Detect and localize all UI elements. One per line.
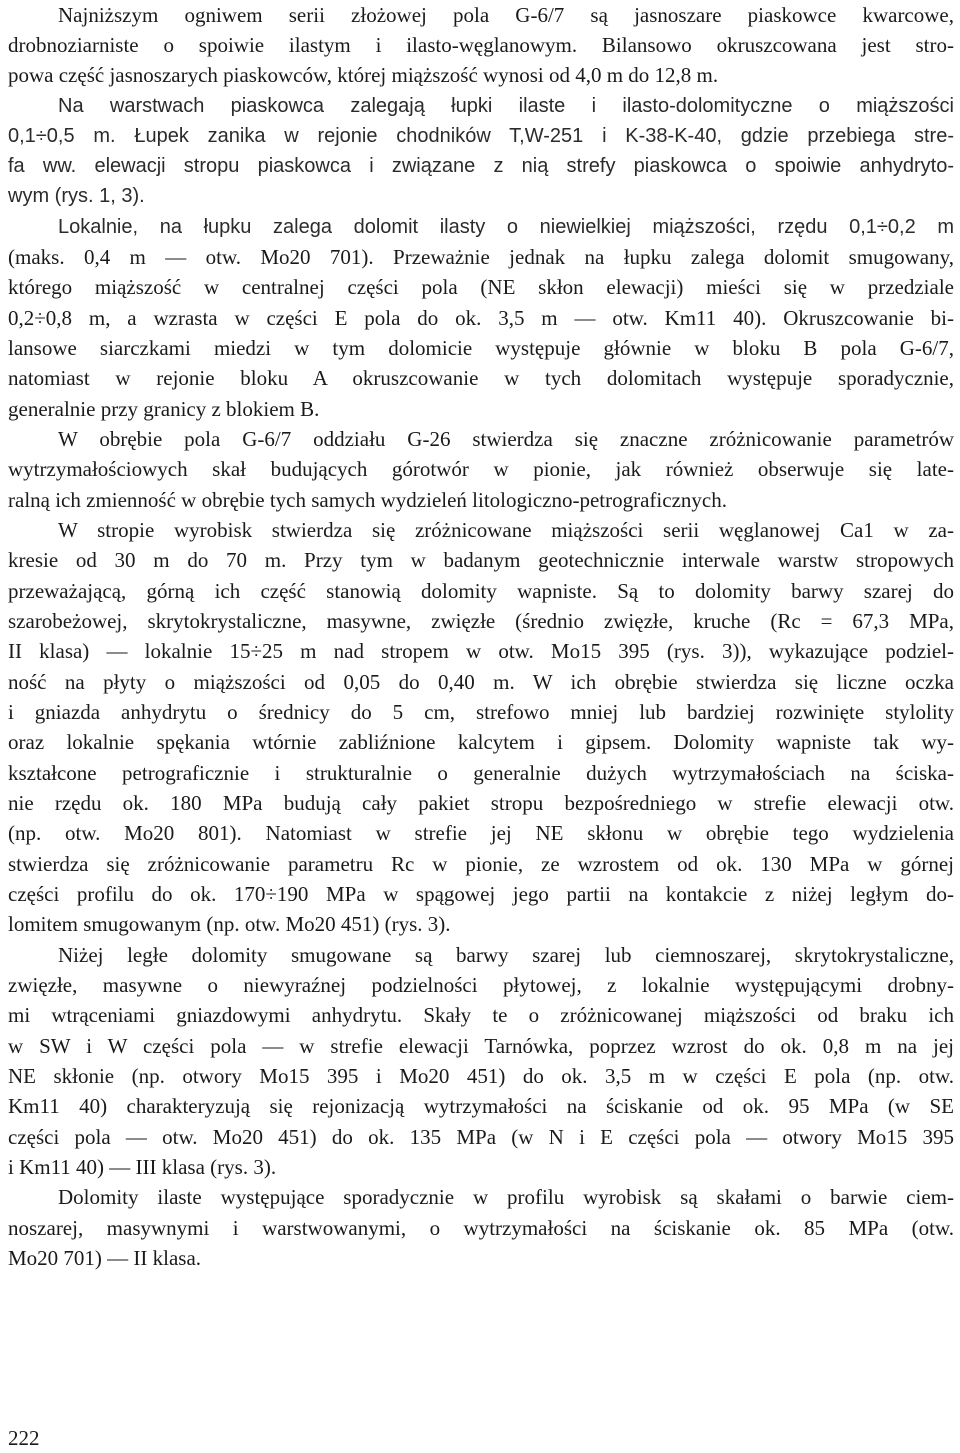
text-line: i Km11 40) — III klasa (rys. 3). <box>8 1155 277 1179</box>
text-line: kształcone petrograficznie i strukturalnie o generalnie dużych wytrzymałościach na ściska- <box>8 761 954 785</box>
text-line: (np. otw. Mo20 801). Natomiast w strefie jej NE skłonu w obrębie tego wydzielenia <box>8 821 954 845</box>
text-line: Najniższym ogniwem serii złożowej pola G-6/7 są jasnoszare piaskowce kwarcowe, <box>58 3 954 27</box>
text-line: zwięzłe, masywne o niewyraźnej podzielności płytowej, z lokalnie występującymi drobny- <box>8 973 954 997</box>
text-line: wym (rys. 1, 3). <box>8 185 145 207</box>
text-line: W obrębie pola G-6/7 oddziału G-26 stwierdza się znaczne zróżnicowanie parametrów <box>58 427 954 451</box>
text-line: przeważającą, górną ich część stanowią dolomity wapniste. Są to dolomity barwy szarej do <box>8 579 954 603</box>
text-line: Lokalnie, na łupku zalega dolomit ilasty o niewielkiej miąższości, rzędu 0,1÷0,2 m <box>58 216 954 238</box>
text-line: kresie od 30 m do 70 m. Przy tym w badanym geotechnicznie interwale warstw stropowych <box>8 548 954 572</box>
text-line: (maks. 0,4 m — otw. Mo20 701). Przeważnie jednak na łupku zalega dolomit smugowany, <box>8 245 954 269</box>
text-line: natomiast w rejonie bloku A okruszcowanie w tych dolomitach występuje sporadycznie, <box>8 366 954 390</box>
text-line: mi wtrąceniami gniazdowymi anhydrytu. Skały te o zróżnicowanej miąższości od braku ich <box>8 1003 954 1027</box>
text-line: drobnoziarniste o spoiwie ilastym i ilasto-węglanowym. Bilansowo okruszcowana jest stro- <box>8 33 954 57</box>
text-line: NE skłonie (np. otwory Mo15 395 i Mo20 451) do ok. 3,5 m w części E pola (np. otw. <box>8 1064 954 1088</box>
text-line: W stropie wyrobisk stwierdza się zróżnicowane miąższości serii węglanowej Ca1 w za- <box>58 518 954 542</box>
text-line: ność na płyty o miąższości od 0,05 do 0,40 m. W ich obrębie stwierdza się liczne oczka <box>8 670 954 694</box>
text-line: Km11 40) charakteryzują się rejonizacją wytrzymałości na ściskanie od ok. 95 MPa (w SE <box>8 1094 954 1118</box>
text-line: nie rzędu ok. 180 MPa budują cały pakiet stropu bezpośredniego w strefie elewacji otw. <box>8 791 954 815</box>
text-line: części pola — otw. Mo20 451) do ok. 135 MPa (w N i E części pola — otwory Mo15 395 <box>8 1125 954 1149</box>
text-line: stwierdza się zróżnicowanie parametru Rc w pionie, ze wzrostem od ok. 130 MPa w górnej <box>8 852 954 876</box>
text-line: powa część jasnoszarych piaskowców, której miąższość wynosi od 4,0 m do 12,8 m. <box>8 63 719 87</box>
text-line: którego miąższość w centralnej części pola (NE skłon elewacji) mieści się w przedziale <box>8 275 954 299</box>
text-line: generalnie przy granicy z blokiem B. <box>8 397 320 421</box>
text-line: Na warstwach piaskowca zalegają łupki ilaste i ilasto-dolomityczne o miąższości <box>58 95 954 117</box>
text-line: II klasa) — lokalnie 15÷25 m nad stropem w otw. Mo15 395 (rys. 3)), wykazujące podziel- <box>8 639 954 663</box>
text-line: 0,2÷0,8 m, a wzrasta w części E pola do ok. 3,5 m — otw. Km11 40). Okruszcowanie bi- <box>8 306 954 330</box>
text-line: oraz lokalnie spękania wtórnie zabliźnione kalcytem i gipsem. Dolomity wapniste tak wy- <box>8 730 954 754</box>
text-line: w SW i W części pola — w strefie elewacji Tarnówka, poprzez wzrost do ok. 0,8 m na jej <box>8 1034 954 1058</box>
text-line: Dolomity ilaste występujące sporadycznie w profilu wyrobisk są skałami o barwie ciem- <box>58 1185 954 1209</box>
text-line: Mo20 701) — II klasa. <box>8 1246 202 1270</box>
text-line: 0,1÷0,5 m. Łupek zanika w rejonie chodników T,W-251 i K-38-K-40, gdzie przebiega stre- <box>8 125 954 147</box>
text-line: ralną ich zmienność w obrębie tych samych wydzieleń litologiczno-petrograficznych. <box>8 488 727 512</box>
text-line: noszarej, masywnymi i warstwowanymi, o wytrzymałości na ściskanie ok. 85 MPa (otw. <box>8 1216 954 1240</box>
text-line: lomitem smugowanym (np. otw. Mo20 451) (rys. 3). <box>8 912 451 936</box>
text-line: i gniazda anhydrytu o średnicy do 5 cm, strefowo mniej lub bardziej rozwinięte stylolity <box>8 700 954 724</box>
text-line: Niżej ległe dolomity smugowane są barwy szarej lub ciemnoszarej, skrytokrystaliczne, <box>58 943 954 967</box>
text-line: szarobeżowej, skrytokrystaliczne, masywne, zwięzłe (średnio zwięzłe, kruche (Rc = 67,3 MPa, <box>8 609 954 633</box>
text-line: fa ww. elewacji stropu piaskowca i związane z nią strefy piaskowca o spoiwie anhydryto- <box>8 155 954 177</box>
text-line: wytrzymałościowych skał budujących górotwór w pionie, jak również obserwuje się late- <box>8 457 954 481</box>
text-line: części profilu do ok. 170÷190 MPa w spągowej jego partii na kontakcie z niżej ległym do- <box>8 882 954 906</box>
page-number: 222 <box>8 1426 40 1450</box>
text-line: lansowe siarczkami miedzi w tym dolomicie występuje głównie w bloku B pola G-6/7, <box>8 336 954 360</box>
